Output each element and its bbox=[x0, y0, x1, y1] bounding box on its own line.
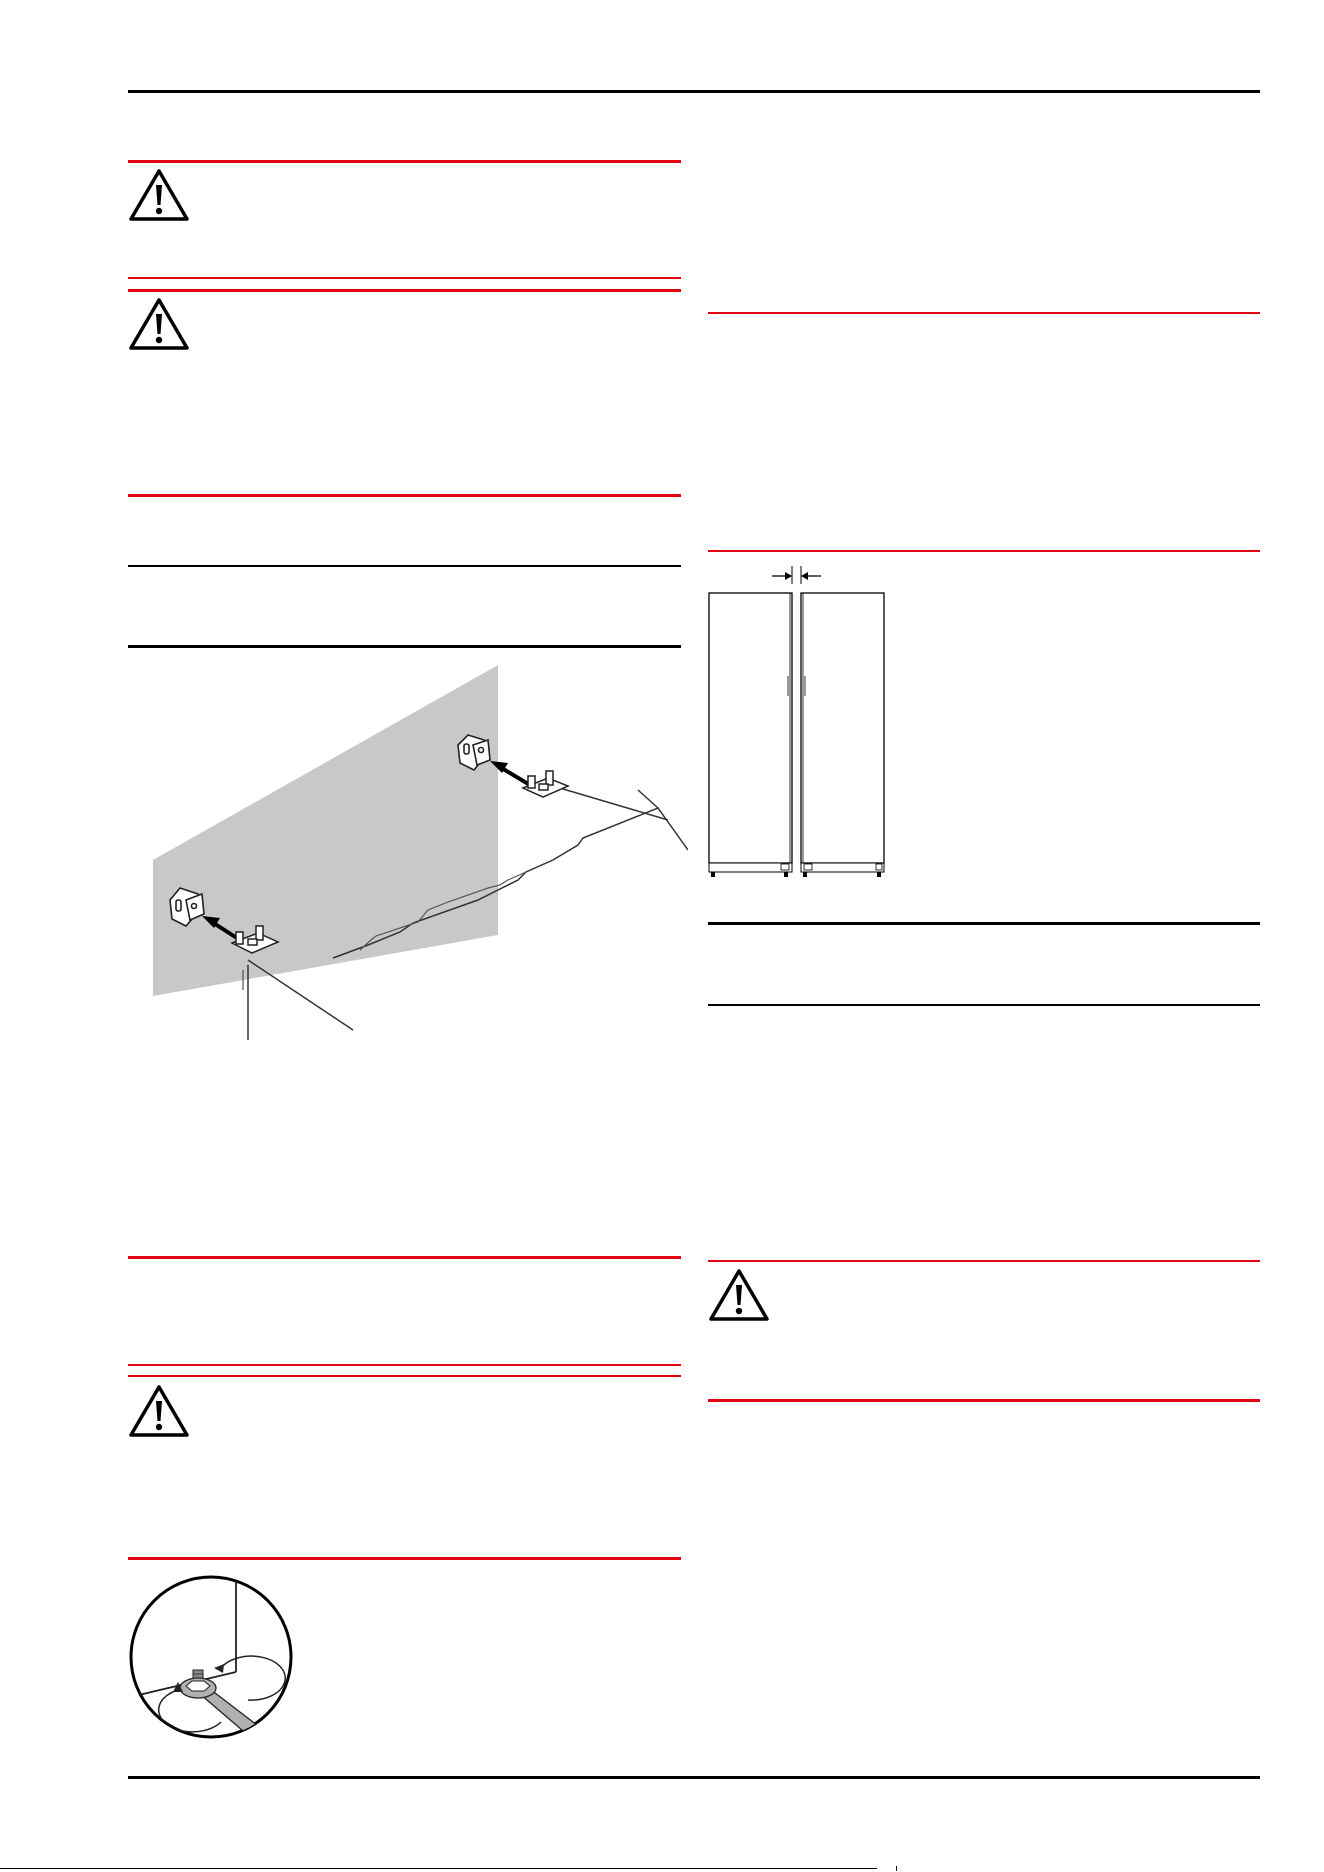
warning-block-4-top-rule bbox=[128, 1375, 681, 1377]
page-header-rule bbox=[128, 90, 1260, 93]
wall-bracket-illustration bbox=[128, 660, 688, 1040]
section-rule bbox=[128, 645, 681, 648]
warning-triangle-icon bbox=[128, 1384, 190, 1438]
warning-triangle-icon bbox=[128, 297, 190, 351]
right-section-rule bbox=[708, 1004, 1260, 1006]
warning-block-3-top-rule bbox=[128, 1256, 681, 1259]
warning-block-1-bottom-rule bbox=[128, 277, 681, 279]
page-footer-rule bbox=[128, 1776, 1260, 1779]
right-section-2-rule bbox=[708, 550, 1260, 552]
side-by-side-appliances-illustration bbox=[706, 566, 892, 880]
warning-block-2-top-rule bbox=[128, 289, 681, 292]
bottom-edge-tick bbox=[896, 1866, 897, 1871]
warning-triangle-icon bbox=[708, 1268, 770, 1322]
warning-block-2-bottom-rule bbox=[128, 494, 681, 497]
warning-block-3-mid-rule bbox=[128, 1364, 681, 1366]
right-warning-bottom-rule bbox=[708, 1399, 1260, 1402]
right-section-1-rule bbox=[708, 312, 1260, 314]
warning-triangle-icon bbox=[128, 168, 190, 222]
right-warning-top-rule bbox=[708, 1260, 1260, 1262]
bottom-edge-rule bbox=[0, 1868, 877, 1869]
warning-block-1-top-rule bbox=[128, 160, 681, 163]
foot-adjust-illustration bbox=[126, 1572, 296, 1742]
section-rule bbox=[128, 565, 681, 567]
right-section-rule bbox=[708, 922, 1260, 925]
warning-block-4-bottom-rule bbox=[128, 1557, 681, 1560]
